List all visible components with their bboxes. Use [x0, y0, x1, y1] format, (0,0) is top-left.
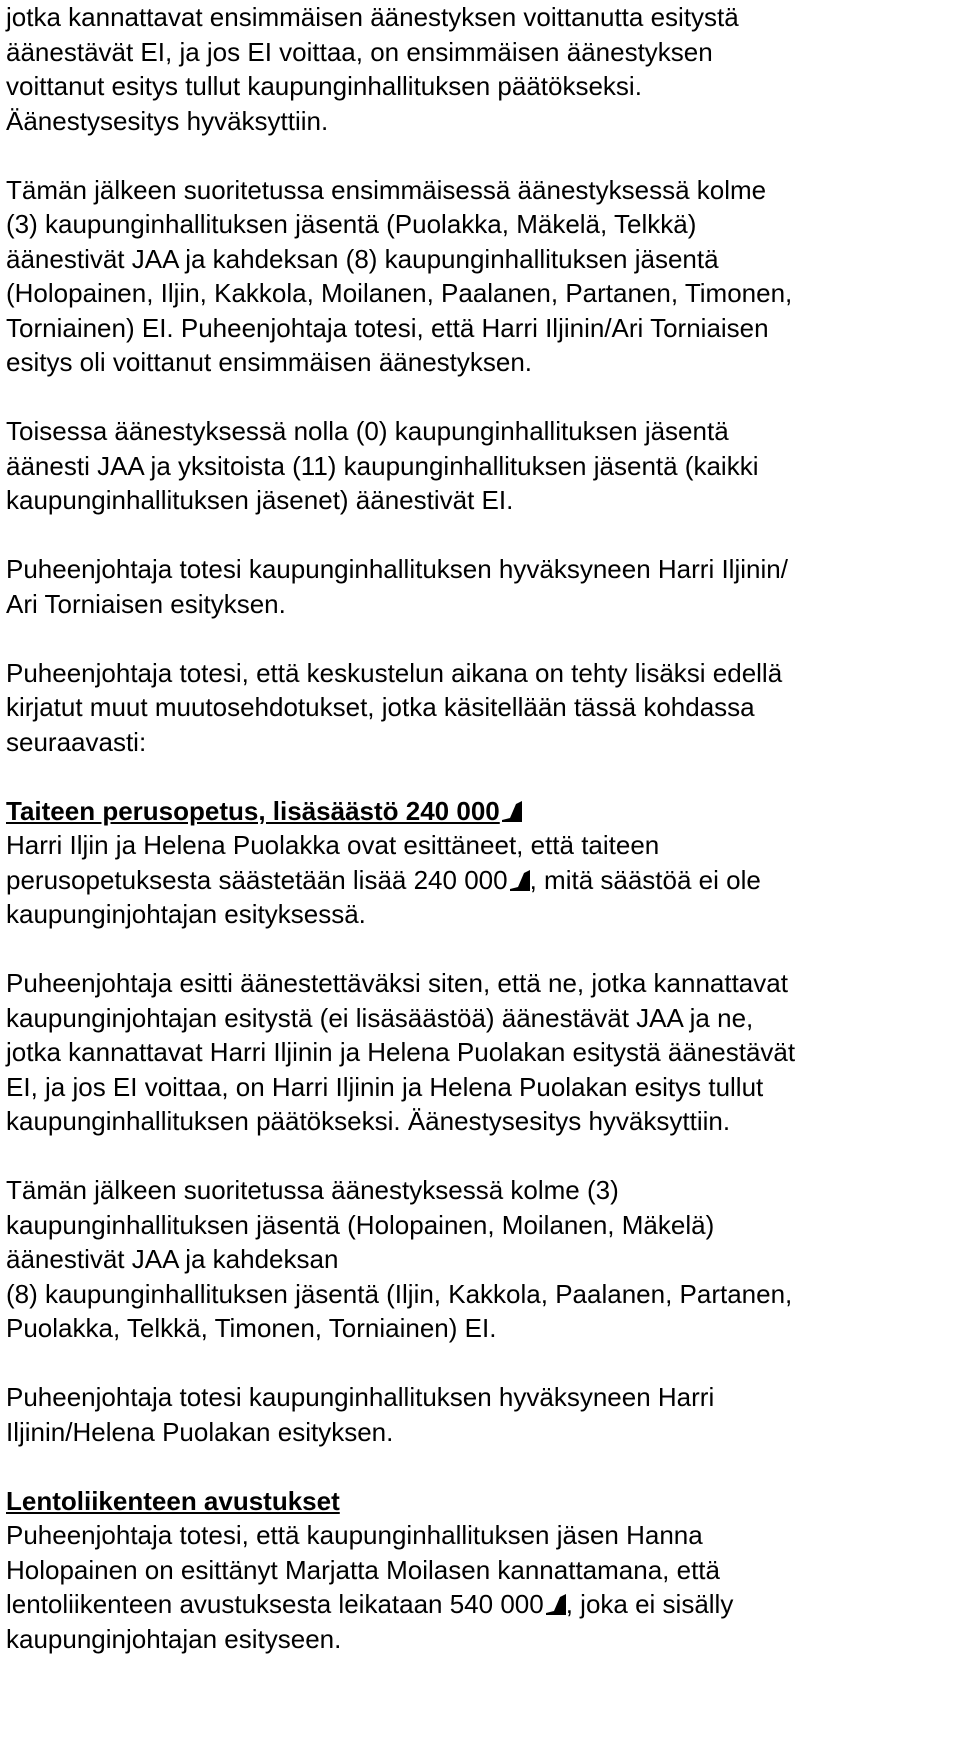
- paragraph-other-proposals-intro: [6, 656, 956, 760]
- paragraph-first-vote-result: [6, 173, 956, 380]
- text-line: [6, 863, 956, 898]
- text-segment: , mitä säästöä ei ole: [529, 864, 761, 895]
- paragraph-gap: [6, 759, 956, 794]
- section-heading: Lentoliikenteen avustukset: [6, 1485, 340, 1516]
- text-line: Puheenjohtaja totesi kaupunginhallituksen hyväksyneen Harri: [6, 1382, 715, 1412]
- paragraph-art-vote-result: [6, 1173, 956, 1346]
- paragraph-gap: [6, 1449, 956, 1484]
- paragraph-gap: [6, 380, 956, 415]
- text-line: Toisessa äänestyksessä nolla (0) kaupunginhallituksen jäsentä: [6, 416, 729, 446]
- paragraph-voting-proposal-continued: [6, 0, 956, 138]
- paragraph-gap: [6, 932, 956, 967]
- text-line: voittanut esitys tullut kaupunginhallituksen päätökseksi.: [6, 71, 642, 101]
- text-line: (3) kaupunginhallituksen jäsentä (Puolakka, Mäkelä, Telkkä): [6, 209, 697, 239]
- text-line: Holopainen on esittänyt Marjatta Moilasen kannattamana, että: [6, 1554, 720, 1585]
- text-line: Puheenjohtaja totesi, että kaupunginhallituksen jäsen Hanna: [6, 1520, 703, 1550]
- text-line: äänestivät JAA ja kahdeksan (8) kaupunginhallituksen jäsentä: [6, 243, 719, 274]
- text-segment: perusopetuksesta säästetään lisää 240 000: [6, 864, 508, 895]
- text-line: Tämän jälkeen suoritetussa äänestyksessä kolme (3): [6, 1175, 619, 1205]
- euro-sign-icon: [510, 869, 530, 891]
- text-line: Puheenjohtaja totesi kaupunginhallituksen hyväksyneen Harri Iljinin/: [6, 554, 788, 584]
- text-line: esitys oli voittanut ensimmäisen äänestyksen.: [6, 347, 533, 377]
- text-line: kaupunginhallituksen jäsentä (Holopainen, Moilanen, Mäkelä): [6, 1209, 715, 1240]
- text-line: äänesti JAA ja yksitoista (11) kaupunginhallituksen jäsentä (kaikki: [6, 450, 759, 481]
- section-air-traffic-subsidies: [6, 1484, 956, 1657]
- text-segment: , joka ei sisälly: [565, 1589, 734, 1619]
- paragraph-gap: [6, 621, 956, 656]
- text-line: [6, 1587, 956, 1622]
- paragraph-art-chair-conclusion: [6, 1380, 956, 1449]
- paragraph-second-vote-result: [6, 414, 956, 518]
- euro-sign-icon: [502, 800, 522, 822]
- text-line: kaupunginjohtajan esityseen.: [6, 1623, 342, 1654]
- text-line: kirjatut muut muutosehdotukset, jotka käsitellään tässä kohdassa: [6, 692, 755, 722]
- text-line: Puolakka, Telkkä, Timonen, Torniainen) EI.: [6, 1313, 497, 1343]
- text-line: jotka kannattavat Harri Iljinin ja Helena Puolakan esitystä äänestävät: [6, 1037, 796, 1067]
- text-line: Harri Iljin ja Helena Puolakka ovat esittäneet, että taiteen: [6, 830, 660, 860]
- text-line: äänestävät EI, ja jos EI voittaa, on ensimmäisen äänestyksen: [6, 36, 713, 67]
- text-line: Puheenjohtaja totesi, että keskustelun aikana on tehty lisäksi edellä: [6, 657, 783, 688]
- text-line: Torniainen) EI. Puheenjohtaja totesi, että Harri Iljinin/Ari Torniaisen: [6, 312, 769, 343]
- paragraph-gap: [6, 518, 956, 553]
- text-line: kaupunginjohtajan esityksessä.: [6, 899, 366, 929]
- text-line: Iljinin/Helena Puolakan esityksen.: [6, 1416, 394, 1447]
- document-page: [6, 0, 956, 1656]
- paragraph-gap: [6, 138, 956, 173]
- text-line: (Holopainen, Iljin, Kakkola, Moilanen, Paalanen, Partanen, Timonen,: [6, 278, 793, 308]
- paragraph-voting-proposal-art: [6, 966, 956, 1139]
- text-line: (8) kaupunginhallituksen jäsentä (Iljin, Kakkola, Paalanen, Partanen,: [6, 1278, 793, 1309]
- text-line: EI, ja jos EI voittaa, on Harri Iljinin ja Helena Puolakan esitys tullut: [6, 1071, 764, 1102]
- text-line: seuraavasti:: [6, 726, 147, 757]
- text-line: kaupunginhallituksen päätökseksi. Äänestysesitys hyväksyttiin.: [6, 1106, 731, 1136]
- text-line: kaupunginhallituksen jäsenet) äänestivät EI.: [6, 485, 514, 515]
- section-heading: [6, 794, 956, 829]
- text-line: Ari Torniaisen esityksen.: [6, 588, 286, 619]
- text-line: Puheenjohtaja esitti äänestettäväksi siten, että ne, jotka kannattavat: [6, 968, 788, 998]
- paragraph-chair-conclusion: [6, 552, 956, 621]
- section-art-education: [6, 794, 956, 932]
- paragraph-gap: [6, 1346, 956, 1381]
- text-line: Äänestysesitys hyväksyttiin.: [6, 105, 329, 136]
- text-line: äänestivät JAA ja kahdeksan: [6, 1244, 339, 1274]
- text-line: Tämän jälkeen suoritetussa ensimmäisessä äänestyksessä kolme: [6, 174, 767, 205]
- section-heading-text: Taiteen perusopetus, lisäsäästö 240 000: [6, 795, 500, 826]
- paragraph-gap: [6, 1139, 956, 1174]
- text-segment: lentoliikenteen avustuksesta leikataan 540 000: [6, 1589, 544, 1619]
- text-line: jotka kannattavat ensimmäisen äänestyksen voittanutta esitystä: [6, 2, 739, 32]
- euro-sign-icon: [546, 1593, 566, 1615]
- text-line: kaupunginjohtajan esitystä (ei lisäsäästöä) äänestävät JAA ja ne,: [6, 1002, 754, 1033]
